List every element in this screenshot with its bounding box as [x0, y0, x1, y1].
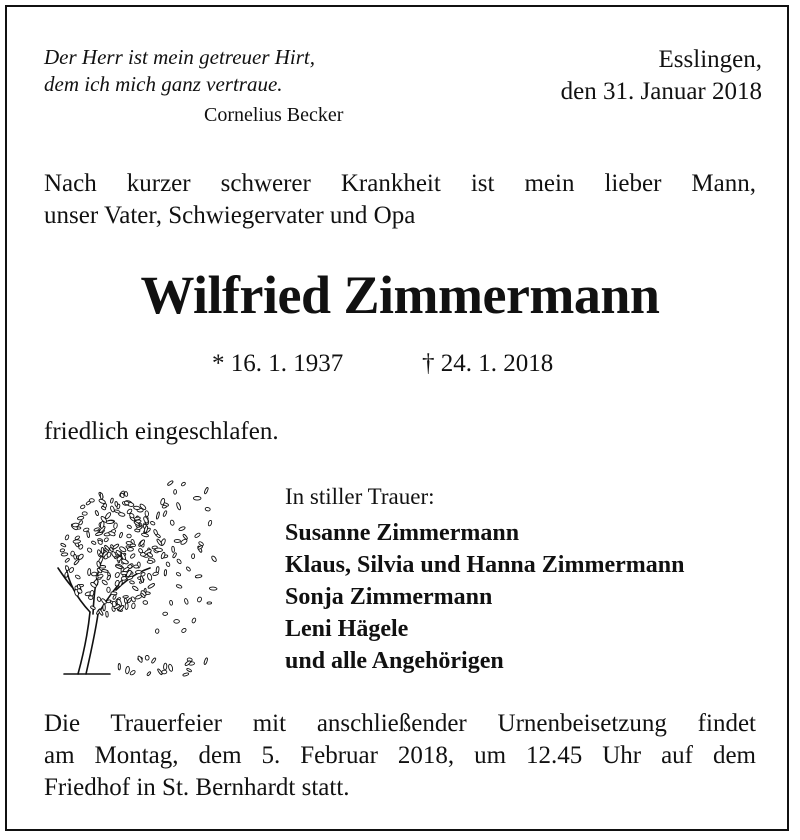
- leaf-mark: [172, 552, 177, 558]
- windblown-tree-icon: [46, 462, 226, 687]
- leaf-mark: [174, 490, 177, 495]
- leaf-mark: [60, 548, 65, 552]
- leaf-mark: [205, 507, 211, 511]
- leaf-mark: [101, 579, 108, 585]
- leaf-mark: [88, 569, 91, 576]
- leaf-mark: [176, 558, 182, 564]
- leaf-mark: [65, 534, 70, 540]
- leaf-mark: [113, 523, 117, 529]
- leaf-mark: [77, 516, 84, 521]
- leaf-mark: [186, 566, 191, 571]
- leaf-mark: [184, 598, 189, 604]
- leaf-mark: [118, 664, 120, 670]
- date: den 31. Januar 2018: [560, 78, 762, 105]
- place: Esslingen,: [658, 46, 762, 73]
- leaf-mark: [198, 541, 204, 546]
- leaf-mark: [112, 601, 116, 607]
- leaf-mark: [164, 570, 167, 576]
- leaf-mark: [103, 604, 105, 611]
- leaf-mark: [178, 526, 185, 531]
- leaf-mark: [87, 547, 93, 553]
- intro-text: [44, 168, 756, 232]
- list-item: Susanne Zimmermann: [285, 520, 520, 546]
- leaf-mark: [181, 628, 187, 634]
- leaf-mark: [197, 596, 203, 602]
- leaf-mark: [101, 598, 107, 605]
- leaf-mark: [137, 655, 143, 662]
- leaf-mark: [131, 603, 135, 609]
- leaf-mark: [155, 629, 159, 634]
- leaf-mark: [130, 553, 136, 559]
- leaf-mark: [191, 554, 194, 559]
- leaf-mark: [156, 566, 159, 572]
- leaf-mark: [130, 670, 136, 676]
- leaf-mark: [65, 572, 69, 577]
- leaf-mark: [114, 509, 120, 513]
- leaf-mark: [132, 585, 139, 591]
- leaf-mark: [141, 533, 149, 538]
- leaf-mark: [183, 673, 189, 677]
- leaf-mark: [77, 553, 84, 560]
- place-and-date: [561, 44, 762, 108]
- verse-line-2: dem ich mich ganz vertraue.: [44, 72, 283, 96]
- leaf-mark: [107, 587, 110, 592]
- passing-text: friedlich eingeschlafen.: [44, 418, 279, 445]
- leaf-mark: [135, 570, 141, 574]
- leaf-mark: [72, 523, 79, 527]
- leaf-mark: [147, 583, 155, 589]
- leaf-mark: [119, 532, 123, 538]
- leaf-mark: [75, 574, 81, 579]
- leaf-mark: [176, 572, 181, 577]
- death-date: † 24. 1. 2018: [422, 350, 554, 377]
- leaf-mark: [191, 618, 196, 624]
- leaf-mark: [65, 565, 69, 570]
- leaf-mark: [174, 540, 180, 543]
- leaf-mark: [65, 558, 70, 563]
- leaf-mark: [193, 497, 201, 501]
- leaf-mark: [112, 543, 119, 549]
- leaf-mark: [95, 510, 99, 516]
- leaf-mark: [91, 541, 96, 545]
- deceased-name: Wilfried Zimmermann: [140, 265, 660, 325]
- leaf-mark: [145, 655, 149, 660]
- list-item: und alle Angehörigen: [285, 648, 504, 674]
- leaf-mark: [208, 520, 213, 526]
- leaf-mark: [60, 543, 66, 548]
- leaf-mark: [155, 548, 163, 552]
- leaf-mark: [102, 569, 109, 573]
- leaf-mark: [156, 512, 160, 520]
- leaf-mark: [97, 596, 102, 601]
- leaf-mark: [167, 480, 174, 486]
- leaf-mark: [88, 596, 93, 600]
- leaf-mark: [82, 512, 87, 516]
- leaf-mark: [68, 567, 74, 573]
- leaf-mark: [207, 602, 212, 604]
- leaf-mark: [106, 611, 109, 617]
- leaf-mark: [101, 547, 104, 553]
- leaf-mark: [89, 499, 94, 503]
- leaf-mark: [127, 598, 132, 604]
- leaf-mark: [147, 671, 152, 676]
- leaf-mark: [73, 540, 81, 544]
- leaf-mark: [127, 547, 133, 551]
- leaf-mark: [176, 584, 182, 589]
- leaf-mark: [209, 587, 217, 591]
- leaf-mark: [153, 529, 158, 535]
- leaf-mark: [114, 572, 120, 578]
- leaf-mark: [80, 504, 86, 509]
- leaf-mark: [151, 657, 156, 663]
- list-item: Klaus, Silvia und Hanna Zimmermann: [285, 552, 685, 578]
- leaf-mark: [134, 565, 139, 568]
- leaf-mark: [111, 592, 117, 595]
- leaf-mark: [170, 520, 175, 526]
- leaf-mark: [121, 576, 127, 580]
- leaf-mark: [110, 498, 114, 503]
- leaf-mark: [100, 493, 103, 499]
- intro-line-1: Nach kurzer schwerer Krankheit ist mein lieber Mann,: [44, 170, 756, 197]
- leaf-mark: [182, 534, 188, 540]
- mourning-heading: In stiller Trauer:: [285, 484, 435, 509]
- leaf-mark: [166, 562, 171, 568]
- service-line-2: am Montag, dem 5. Februar 2018, um 12.45 Uhr auf dem: [44, 742, 756, 769]
- leaf-mark: [147, 573, 153, 581]
- leaf-mark: [127, 525, 132, 529]
- leaf-mark: [163, 510, 168, 516]
- leaf-mark: [186, 668, 192, 672]
- leaf-mark: [172, 546, 175, 552]
- list-item: Leni Hägele: [285, 616, 409, 642]
- mourners-list: [285, 517, 684, 677]
- leaf-mark: [129, 580, 134, 584]
- leaf-mark: [194, 532, 201, 538]
- leaf-mark: [71, 551, 75, 556]
- leaf-mark: [123, 595, 129, 598]
- leaf-mark: [195, 574, 202, 578]
- leaf-mark: [147, 560, 153, 563]
- leaf-mark: [112, 595, 116, 600]
- leaf-mark: [130, 544, 135, 547]
- leaf-mark: [176, 502, 181, 510]
- verse-line-1: Der Herr ist mein getreuer Hirt,: [44, 45, 316, 69]
- birth-date: * 16. 1. 1937: [212, 350, 344, 377]
- leaf-mark: [74, 559, 80, 566]
- leaf-mark: [174, 620, 180, 624]
- leaf-mark: [204, 487, 209, 494]
- leaf-mark: [125, 603, 128, 610]
- leaf-mark: [204, 658, 209, 665]
- leaf-mark: [106, 575, 110, 580]
- service-notice: [44, 708, 756, 804]
- leaf-mark: [133, 506, 140, 510]
- list-item: Sonja Zimmermann: [285, 584, 493, 610]
- leaf-mark: [168, 664, 173, 672]
- leaf-mark: [163, 663, 167, 670]
- bible-verse: [44, 44, 315, 98]
- leaf-mark: [150, 521, 155, 526]
- leaf-mark: [181, 482, 186, 487]
- leaf-mark: [91, 572, 97, 576]
- leaf-mark: [78, 520, 83, 525]
- leaf-mark: [61, 553, 68, 557]
- service-line-3: Friedhof in St. Bernhardt statt.: [44, 774, 350, 801]
- leaf-mark: [104, 537, 109, 542]
- leaf-mark: [127, 534, 131, 538]
- leaf-mark: [169, 600, 173, 605]
- leaf-mark: [143, 600, 148, 604]
- service-line-1: Die Trauerfeier mit anschließender Urnenbeisetzung findet: [44, 710, 756, 737]
- leaf-mark: [163, 612, 168, 616]
- verse-author: Cornelius Becker: [204, 104, 344, 126]
- intro-line-2: unser Vater, Schwiegervater und Opa: [44, 202, 416, 229]
- leaf-mark: [87, 531, 90, 538]
- leaf-mark: [135, 529, 141, 532]
- leaf-mark: [145, 511, 149, 517]
- leaf-mark: [211, 555, 217, 562]
- leaf-mark: [125, 666, 130, 674]
- leaf-mark: [90, 605, 96, 610]
